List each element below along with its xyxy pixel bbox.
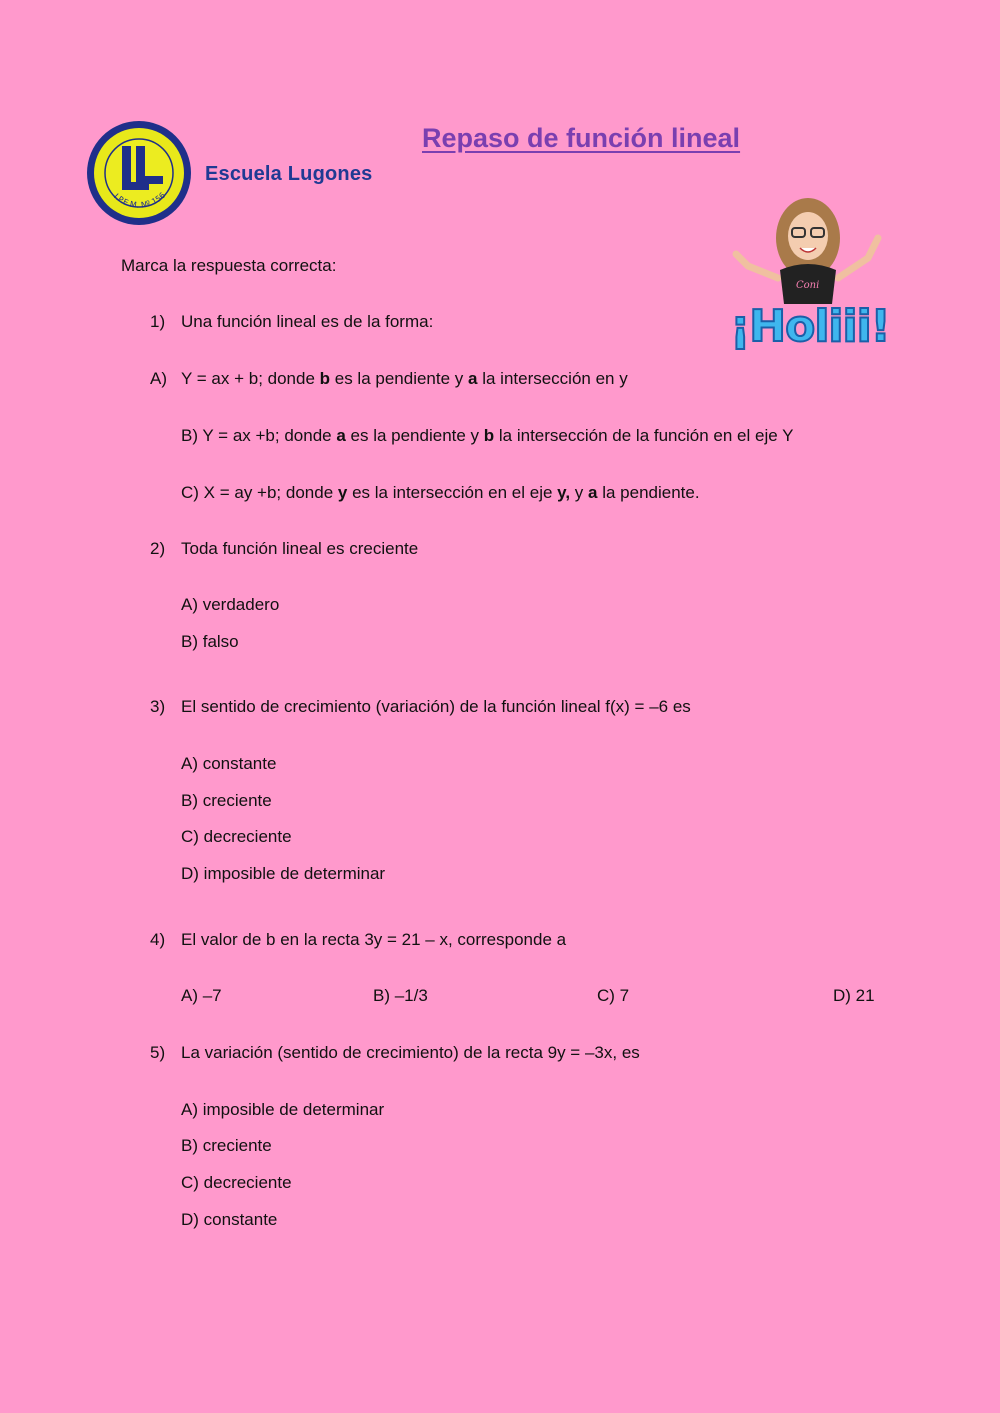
q1-option-b[interactable]: B) Y = ax +b; donde a es la pendiente y b la intersección de la función en el eje Y xyxy=(181,426,794,445)
school-logo xyxy=(86,120,192,226)
instruction: Marca la respuesta correcta: xyxy=(121,256,337,275)
q3-option-b[interactable]: B) creciente xyxy=(181,791,272,810)
q2-option-a[interactable]: A) verdadero xyxy=(181,595,280,614)
question-3 xyxy=(150,697,691,717)
q4-option-a[interactable]: A) –7 xyxy=(181,986,222,1005)
question-text: Toda función lineal es creciente xyxy=(181,539,419,558)
question-text: Una función lineal es de la forma: xyxy=(181,312,434,331)
bitmoji-greeting: ¡Holiii! xyxy=(730,301,890,352)
question-text: El sentido de crecimiento (variación) de la función lineal f(x) = –6 es xyxy=(181,697,691,716)
question-text: El valor de b en la recta 3y = 21 – x, corresponde a xyxy=(181,930,567,949)
question-number: 5) xyxy=(150,1043,166,1062)
question-2 xyxy=(150,539,418,559)
q3-option-a[interactable]: A) constante xyxy=(181,754,277,773)
q4-option-c[interactable]: C) 7 xyxy=(597,986,630,1005)
question-5 xyxy=(150,1043,640,1063)
q5-option-b[interactable]: B) creciente xyxy=(181,1136,272,1155)
logo-text: I.P.E.M. Nº 156 xyxy=(112,190,168,210)
question-number: 3) xyxy=(150,697,166,716)
q3-option-c[interactable]: C) decreciente xyxy=(181,827,292,846)
question-number: 2) xyxy=(150,539,166,558)
q5-option-d[interactable]: D) constante xyxy=(181,1210,278,1229)
question-4 xyxy=(150,930,566,950)
q1-option-c[interactable]: C) X = ay +b; donde y es la intersección en el eje y, y a la pendiente. xyxy=(181,483,700,502)
q1-option-a[interactable]: A) Y = ax + b; donde b es la pendiente y a la intersección en y xyxy=(150,369,628,388)
question-text: La variación (sentido de crecimiento) de la recta 9y = –3x, es xyxy=(181,1043,640,1062)
q5-option-c[interactable]: C) decreciente xyxy=(181,1173,292,1192)
q2-option-b[interactable]: B) falso xyxy=(181,632,239,651)
q4-option-d[interactable]: D) 21 xyxy=(833,986,875,1005)
q3-option-d[interactable]: D) imposible de determinar xyxy=(181,864,386,883)
question-1 xyxy=(150,312,433,332)
question-number: 1) xyxy=(150,312,166,331)
school-name: Escuela Lugones xyxy=(205,163,373,185)
q4-option-b[interactable]: B) –1/3 xyxy=(373,986,428,1005)
question-number: 4) xyxy=(150,930,166,949)
q5-option-a[interactable]: A) imposible de determinar xyxy=(181,1100,385,1119)
bitmoji-shirt-text: Coni xyxy=(796,280,820,291)
page-title: Repaso de función lineal xyxy=(422,123,741,153)
